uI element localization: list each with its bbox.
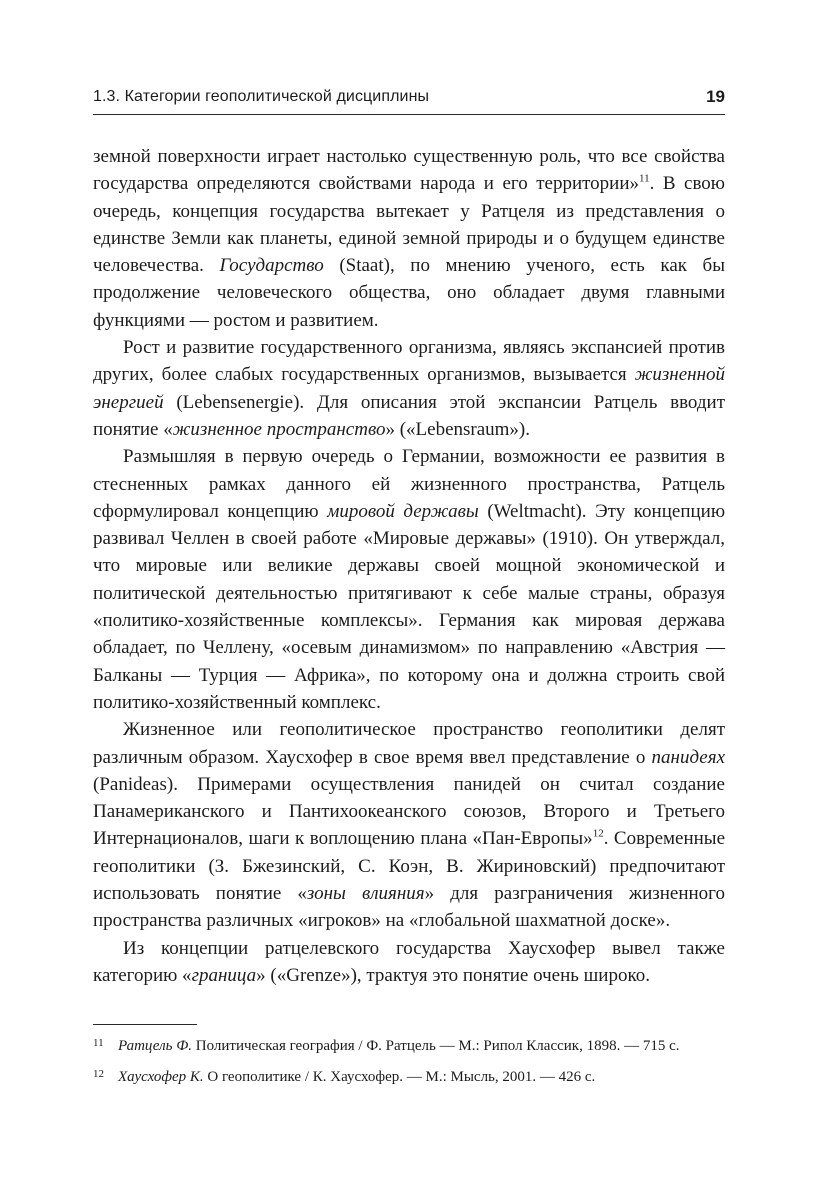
term-life-energy: жизненной энергией — [93, 364, 725, 413]
footnotes — [93, 1036, 725, 1098]
paragraph-2: Рост и развитие государственного организма, являясь экспансией против других, более слабых государственных организмов, вызывается жизненной энергией (Lebensenergie). Для описания этой экспансии Ратцель вводит понятие «жизненное пространство» («Lebensraum»). — [93, 337, 725, 440]
term-state: Государство — [219, 255, 324, 277]
term-world-power: мировой державы — [327, 500, 479, 522]
footnote-divider — [93, 1024, 197, 1025]
footnote-text: Политическая география / Ф. Ратцель — М.: Рипол Классик, 1898. — 715 с. — [192, 1038, 680, 1054]
body-text — [93, 143, 725, 989]
running-header — [93, 86, 725, 115]
paragraph-5: Из концепции ратцелевского государства Хаусхофер вывел также категорию «граница» («Grenze»), трактуя это понятие очень широко. — [93, 937, 725, 986]
footnote-11 — [93, 1036, 725, 1057]
footnote-number: 11 — [93, 1037, 104, 1049]
paragraph-4: Жизненное или геополитическое пространство геополитики делят различным образом. Хаусхофер в свое время ввел представление о панидеях (Panideas). Примерами осуществления панидей он считал создание Панамериканского и Пантихоокеанского союзов, Второго и Третьего Интернационалов, шаги к воплощению плана «Пан-Европы»$^{12}$. Современные геополитики (З. Бжезинский, С. Коэн, В. Жириновский) предпочитают использовать понятие «зоны влияния» для разграничения жизненного пространства различных «игроков» на «глобальной шахматной доске». — [93, 719, 726, 932]
page-number: 19 — [706, 87, 725, 106]
running-title: 1.3. Категории геополитической дисциплины — [93, 88, 430, 105]
footnote-author: Хаусхофер К. — [118, 1069, 204, 1085]
footnote-author: Ратцель Ф. — [118, 1038, 193, 1054]
paragraph-1: земной поверхности играет настолько существенную роль, что все свойства государства определяются свойствами народа и его территории»$^{11}$. В свою очередь, концепция государства вытекает у Ратцеля из представления о единстве Земли как планеты, единой земной природы и о будущем единстве человечества. Государство (Staat), по мнению ученого, есть как бы продолжение человеческого общества, оно обладает двумя главными функциями — ростом и развитием. — [93, 146, 725, 331]
term-zones-of-influence: зоны влияния — [306, 883, 425, 905]
term-living-space: жизненное пространство — [172, 418, 386, 440]
term-panideas: панидеях — [651, 746, 725, 768]
footnote-ref-12[interactable]: 12 — [592, 828, 604, 841]
footnote-text: О геополитике / К. Хаусхофер. — М.: Мысль, 2001. — 426 с. — [203, 1069, 596, 1085]
footnote-ref-11[interactable]: 11 — [639, 172, 650, 185]
term-border: граница — [191, 964, 257, 986]
paragraph-3: Размышляя в первую очередь о Германии, возможности ее развития в стесненных рамках данного ей жизненного пространства, Ратцель сформулировал концепцию мировой державы (Weltmacht). Эту концепцию развивал Челлен в своей работе «Мировые державы» (1910). Он утверждал, что мировые или великие державы своей мощной экономической и политической деятельностью притягивают к себе малые страны, образуя «политико-хозяйственные комплексы». Германия как мировая держава обладает, по Челлену, «осевым динамизмом» по направлению «Австрия — Балканы — Турция — Африка», по которому она и должна строить свой политико-хозяйственный комплекс. — [93, 446, 726, 713]
footnote-12 — [93, 1067, 725, 1088]
footnote-number: 12 — [93, 1068, 104, 1080]
